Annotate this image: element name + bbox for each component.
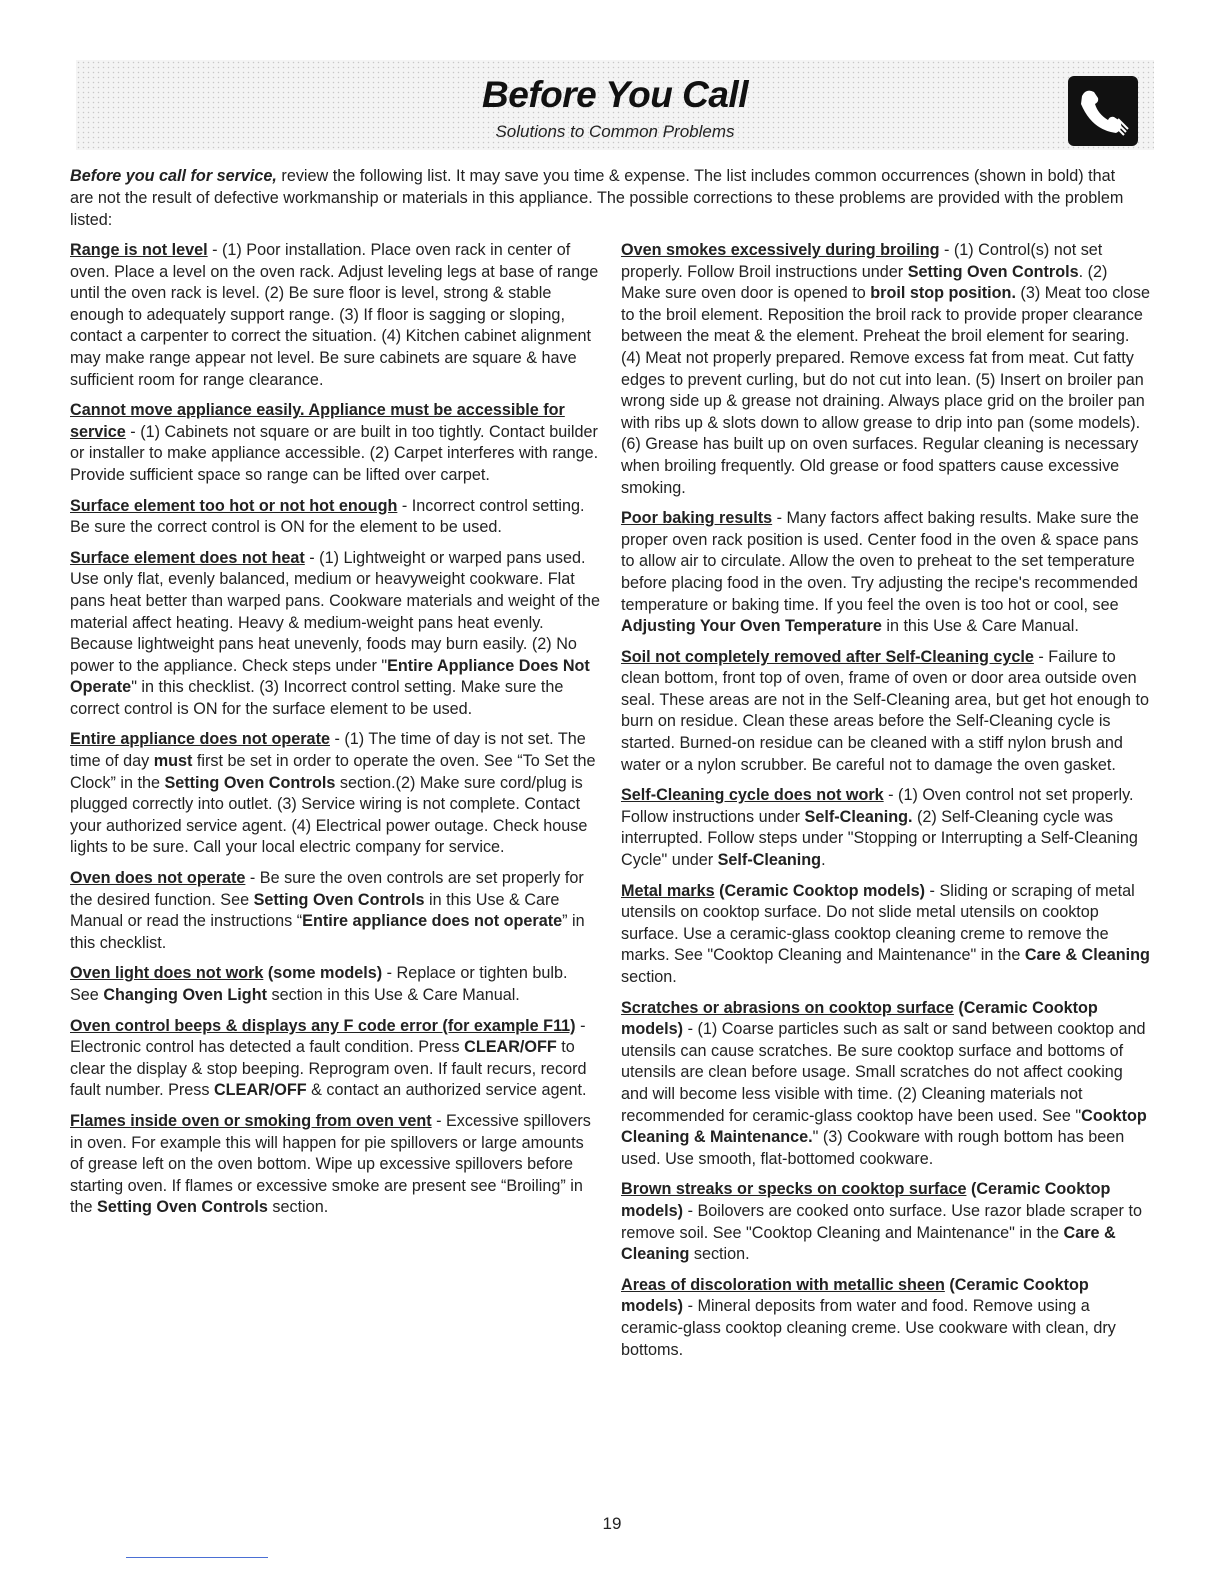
left-column: [70, 240, 600, 1228]
solution-text: & contact an authorized service agent.: [306, 1081, 587, 1100]
solution-text: section.: [689, 1245, 750, 1264]
problem-heading: Cannot move appliance easily. Appliance must be accessible for service: [70, 401, 565, 441]
troubleshooting-entry: [70, 400, 600, 486]
bold-reference: Cooktop Cleaning & Maintenance.: [621, 1106, 1147, 1147]
problem-heading: Oven light does not work: [70, 964, 264, 983]
troubleshooting-entry: [70, 868, 600, 954]
problem-heading-note: (Ceramic Cooktop models): [621, 998, 1098, 1039]
solution-text: section.: [267, 1198, 329, 1217]
problem-heading: Poor baking results: [621, 509, 773, 528]
problem-heading-note: (Ceramic Cooktop models): [714, 881, 926, 900]
troubleshooting-entry: [621, 1275, 1151, 1361]
solution-text: - Mineral deposits from water and food. Remove using a ceramic-glass cooktop cleaning creme. Use cookware with clean, dry bottoms.: [621, 1297, 1116, 1359]
solution-text: - (1) Control(s) not set properly. Follow Broil instructions under: [621, 241, 1103, 281]
bold-reference: CLEAR/OFF: [464, 1038, 557, 1057]
solution-text: to clear the display & stop beeping. Reprogram oven. If fault recurs, record fault number. Press: [70, 1038, 587, 1100]
solution-text: in this Use & Care Manual or read the instructions “: [70, 890, 560, 931]
solution-text: - Excessive spillovers in oven. For example this will happen for pie spillovers or large amounts of grease left on the oven bottom. Wipe up excessive spillovers before starting oven. If flames or excessive smoke are present see “Broiling” in the: [70, 1111, 591, 1217]
solution-text: - Boilovers are cooked onto surface. Use razor blade scraper to remove soil. See "Cooktop Cleaning and Maintenance" in the: [621, 1201, 1142, 1242]
solution-text: - Electronic control has detected a fault condition. Press: [70, 1016, 586, 1057]
troubleshooting-entry: [621, 508, 1151, 638]
troubleshooting-entry: [621, 881, 1151, 989]
right-column: [621, 240, 1151, 1370]
problem-heading: Surface element does not heat: [70, 548, 305, 567]
solution-text: first be set in order to operate the oven. See “To Set the Clock” in the: [70, 752, 596, 792]
solution-text: - (1) Cabinets not square or are built in too tightly. Contact builder or installer to make appliance accessible. (2) Carpet interferes with range. Provide sufficient space so range can be lifted over carpet.: [70, 422, 599, 484]
solution-text: in this Use & Care Manual.: [881, 617, 1079, 636]
problem-heading: Surface element too hot or not hot enough: [70, 496, 398, 515]
troubleshooting-entry: [70, 963, 600, 1006]
solution-text: section in this Use & Care Manual.: [266, 986, 520, 1004]
solution-text: - Failure to clean bottom, front top of oven, frame of oven or door area outside oven seal. These areas are not in the Self-Cleaning area, but get hot enough to burn on residue. Clean these areas before the Self-Cleaning cycle is started. Burned-on residue can be cleaned with a stiff nylon brush and water or a nylon scrubber. Be careful not to damage the oven gasket.: [621, 647, 1149, 774]
solution-text: - Sliding or scraping of metal utensils on cooktop surface. Do not slide metal utensils on cooktop surface. Use a ceramic-glass cooktop cleaning creme to remove the marks. See "Cooktop Cleaning and Maintenance" in the: [621, 881, 1135, 965]
solution-text: - (1) Poor installation. Place oven rack in center of oven. Place a level on the oven rack. Adjust leveling legs at base of range until the oven rack is level. (2) Be sure floor is level, strong & stable enough to adequately support range. (3) If floor is sagging or sloping, contact a carpenter to correct the situation. (4) Kitchen cabinet alignment may make range appear not level. Be sure cabinets are square & have sufficient room for range clearance.: [70, 241, 599, 389]
bold-reference: Care & Cleaning: [621, 1223, 1116, 1264]
solution-text: . (2) Make sure oven door is opened to: [621, 262, 1108, 303]
solution-text: - (1) Lightweight or warped pans used. Use only flat, evenly balanced, medium or heavyweight cookware. Flat pans heat better than warped pans. Cookware materials and weight of the material affect heating. Heavy & medium-weight pans heat evenly. Because lightweight pans heat unevenly, foods may burn easily. (2) No power to the appliance. Check steps under ": [70, 548, 601, 675]
solution-text: .: [821, 851, 826, 870]
troubleshooting-entry: [621, 647, 1151, 777]
troubleshooting-entry: [621, 785, 1151, 871]
solution-text: (2) Self-Cleaning cycle was interrupted. Follow steps under "Stopping or Interrupting a Self-Cleaning Cycle" under: [621, 807, 1138, 870]
solution-text: - Incorrect control setting. Be sure the correct control is ON for the element to be used.: [70, 496, 585, 537]
problem-heading: Range is not level: [70, 241, 208, 259]
solution-text: ” in this checklist.: [70, 912, 585, 952]
problem-heading: Oven does not operate: [70, 869, 246, 888]
header-banner: [76, 60, 1154, 150]
solution-text: - (1) The time of day is not set. The time of day: [70, 730, 586, 771]
page-subtitle: Solutions to Common Problems: [495, 122, 735, 141]
problem-heading: Self-Cleaning cycle does not work: [621, 786, 884, 805]
solution-text: " (3) Cookware with rough bottom has been used. Use smooth, flat-bottomed cookware.: [621, 1128, 1125, 1168]
solution-text: section.: [621, 968, 677, 986]
bold-reference: Care & Cleaning: [1024, 946, 1150, 965]
bold-reference: Setting Oven Controls: [164, 773, 336, 792]
problem-heading: Oven control beeps & displays any F code error (for example F11): [70, 1016, 576, 1035]
bold-reference: Self-Cleaning: [717, 851, 822, 870]
bold-reference: Changing Oven Light: [103, 986, 267, 1004]
intro-text: review the following list. It may save you time & expense. The list includes common occurrences (shown in bold) that are not the result of defective workmanship or materials in this appliance. The possible corrections to these problems are provided with the problem listed:: [70, 167, 1124, 229]
intro-paragraph: [70, 166, 1142, 231]
bold-reference: Adjusting Your Oven Temperature: [621, 617, 882, 636]
page-title: Before You Call: [482, 74, 748, 115]
bold-reference: Setting Oven Controls: [97, 1198, 268, 1217]
bold-reference: broil stop position.: [870, 284, 1016, 303]
bold-reference: must: [153, 752, 193, 771]
bold-reference: Entire appliance does not operate: [302, 912, 563, 931]
problem-heading: Entire appliance does not operate: [70, 730, 330, 749]
bold-reference: Setting Oven Controls: [907, 262, 1079, 281]
solution-text: - Many factors affect baking results. Make sure the proper oven rack position is used. Center food in the oven & space pans to allow air to circulate. Allow the oven to preheat to the set temperature before placing food in the oven. Try adjusting the recipe's recommended temperature or baking time. If you feel the oven is too hot or cool, see: [621, 509, 1139, 614]
problem-heading-note: (Ceramic Cooktop models): [621, 1180, 1111, 1220]
telephone-icon: [1068, 76, 1138, 146]
troubleshooting-entry: [621, 998, 1151, 1171]
footer-rule: [126, 1557, 268, 1558]
troubleshooting-entry: [70, 1111, 600, 1219]
problem-heading: Areas of discoloration with metallic sheen: [621, 1275, 945, 1294]
bold-reference: Entire Appliance Does Not Operate: [70, 656, 590, 697]
troubleshooting-entry: [70, 729, 600, 859]
bold-reference: CLEAR/OFF: [213, 1081, 307, 1100]
page-number: 19: [602, 1514, 622, 1533]
solution-text: - (1) Oven control not set properly. Follow instructions under: [621, 786, 1134, 826]
problem-heading: Scratches or abrasions on cooktop surface: [621, 998, 954, 1017]
troubleshooting-entry: [621, 240, 1151, 499]
problem-heading: Soil not completely removed after Self-Cleaning cycle: [621, 647, 1034, 666]
problem-heading: Oven smokes excessively during broiling: [621, 241, 940, 259]
problem-heading-note: (some models): [263, 964, 383, 983]
troubleshooting-entry: [70, 548, 600, 721]
bold-reference: Self-Cleaning.: [804, 807, 913, 826]
intro-lead: Before you call for service,: [70, 167, 277, 185]
troubleshooting-entry: [70, 496, 600, 539]
troubleshooting-entry: [70, 240, 600, 391]
troubleshooting-entry: [621, 1179, 1151, 1265]
problem-heading: Brown streaks or specks on cooktop surface: [621, 1180, 967, 1199]
problem-heading: Flames inside oven or smoking from oven vent: [70, 1111, 432, 1130]
bold-reference: Setting Oven Controls: [253, 890, 425, 909]
problem-heading: Metal marks: [621, 881, 715, 900]
solution-text: section.(2) Make sure cord/plug is plugged correctly into outlet. (3) Service wiring is not complete. Contact your authorized service agent. (4) Electrical power outage. Check house lights to be sure. Call your local electric company for service.: [70, 773, 588, 857]
solution-text: (3) Meat too close to the broil element. Reposition the broil rack to provide proper clearance between the meat & the element. Preheat the broil element for searing. (4) Meat not properly prepared. Remove excess fat from meat. Cut fatty edges to prevent curling, but do not cut into lean. (5) Insert on broiler pan wrong side up & grease not draining. Always place grid on the broiler pan with ribs up & slots down to allow grease to drip into pan (some models). (6) Grease has built up on oven surfaces. Regular cleaning is necessary when broiling frequently. Old grease or food spatters cause excessive smoking.: [621, 284, 1150, 497]
troubleshooting-entry: [70, 1016, 600, 1102]
problem-heading-note: (Ceramic Cooktop models): [621, 1275, 1089, 1316]
solution-text: - Replace or tighten bulb. See: [70, 964, 568, 1004]
solution-text: " in this checklist. (3) Incorrect control setting. Make sure the correct control is ON for the surface element to be used.: [70, 678, 564, 718]
solution-text: - (1) Coarse particles such as salt or sand between cooktop and utensils can cause scratches. Be sure cooktop surface and bottoms of utensils are clean before usage. Small scratches do not affect cooking and will become less visible with time. (2) Cleaning materials not recommended for ceramic-glass cooktop have been used. See ": [621, 1020, 1146, 1125]
solution-text: - Be sure the oven controls are set properly for the desired function. See: [70, 869, 584, 909]
